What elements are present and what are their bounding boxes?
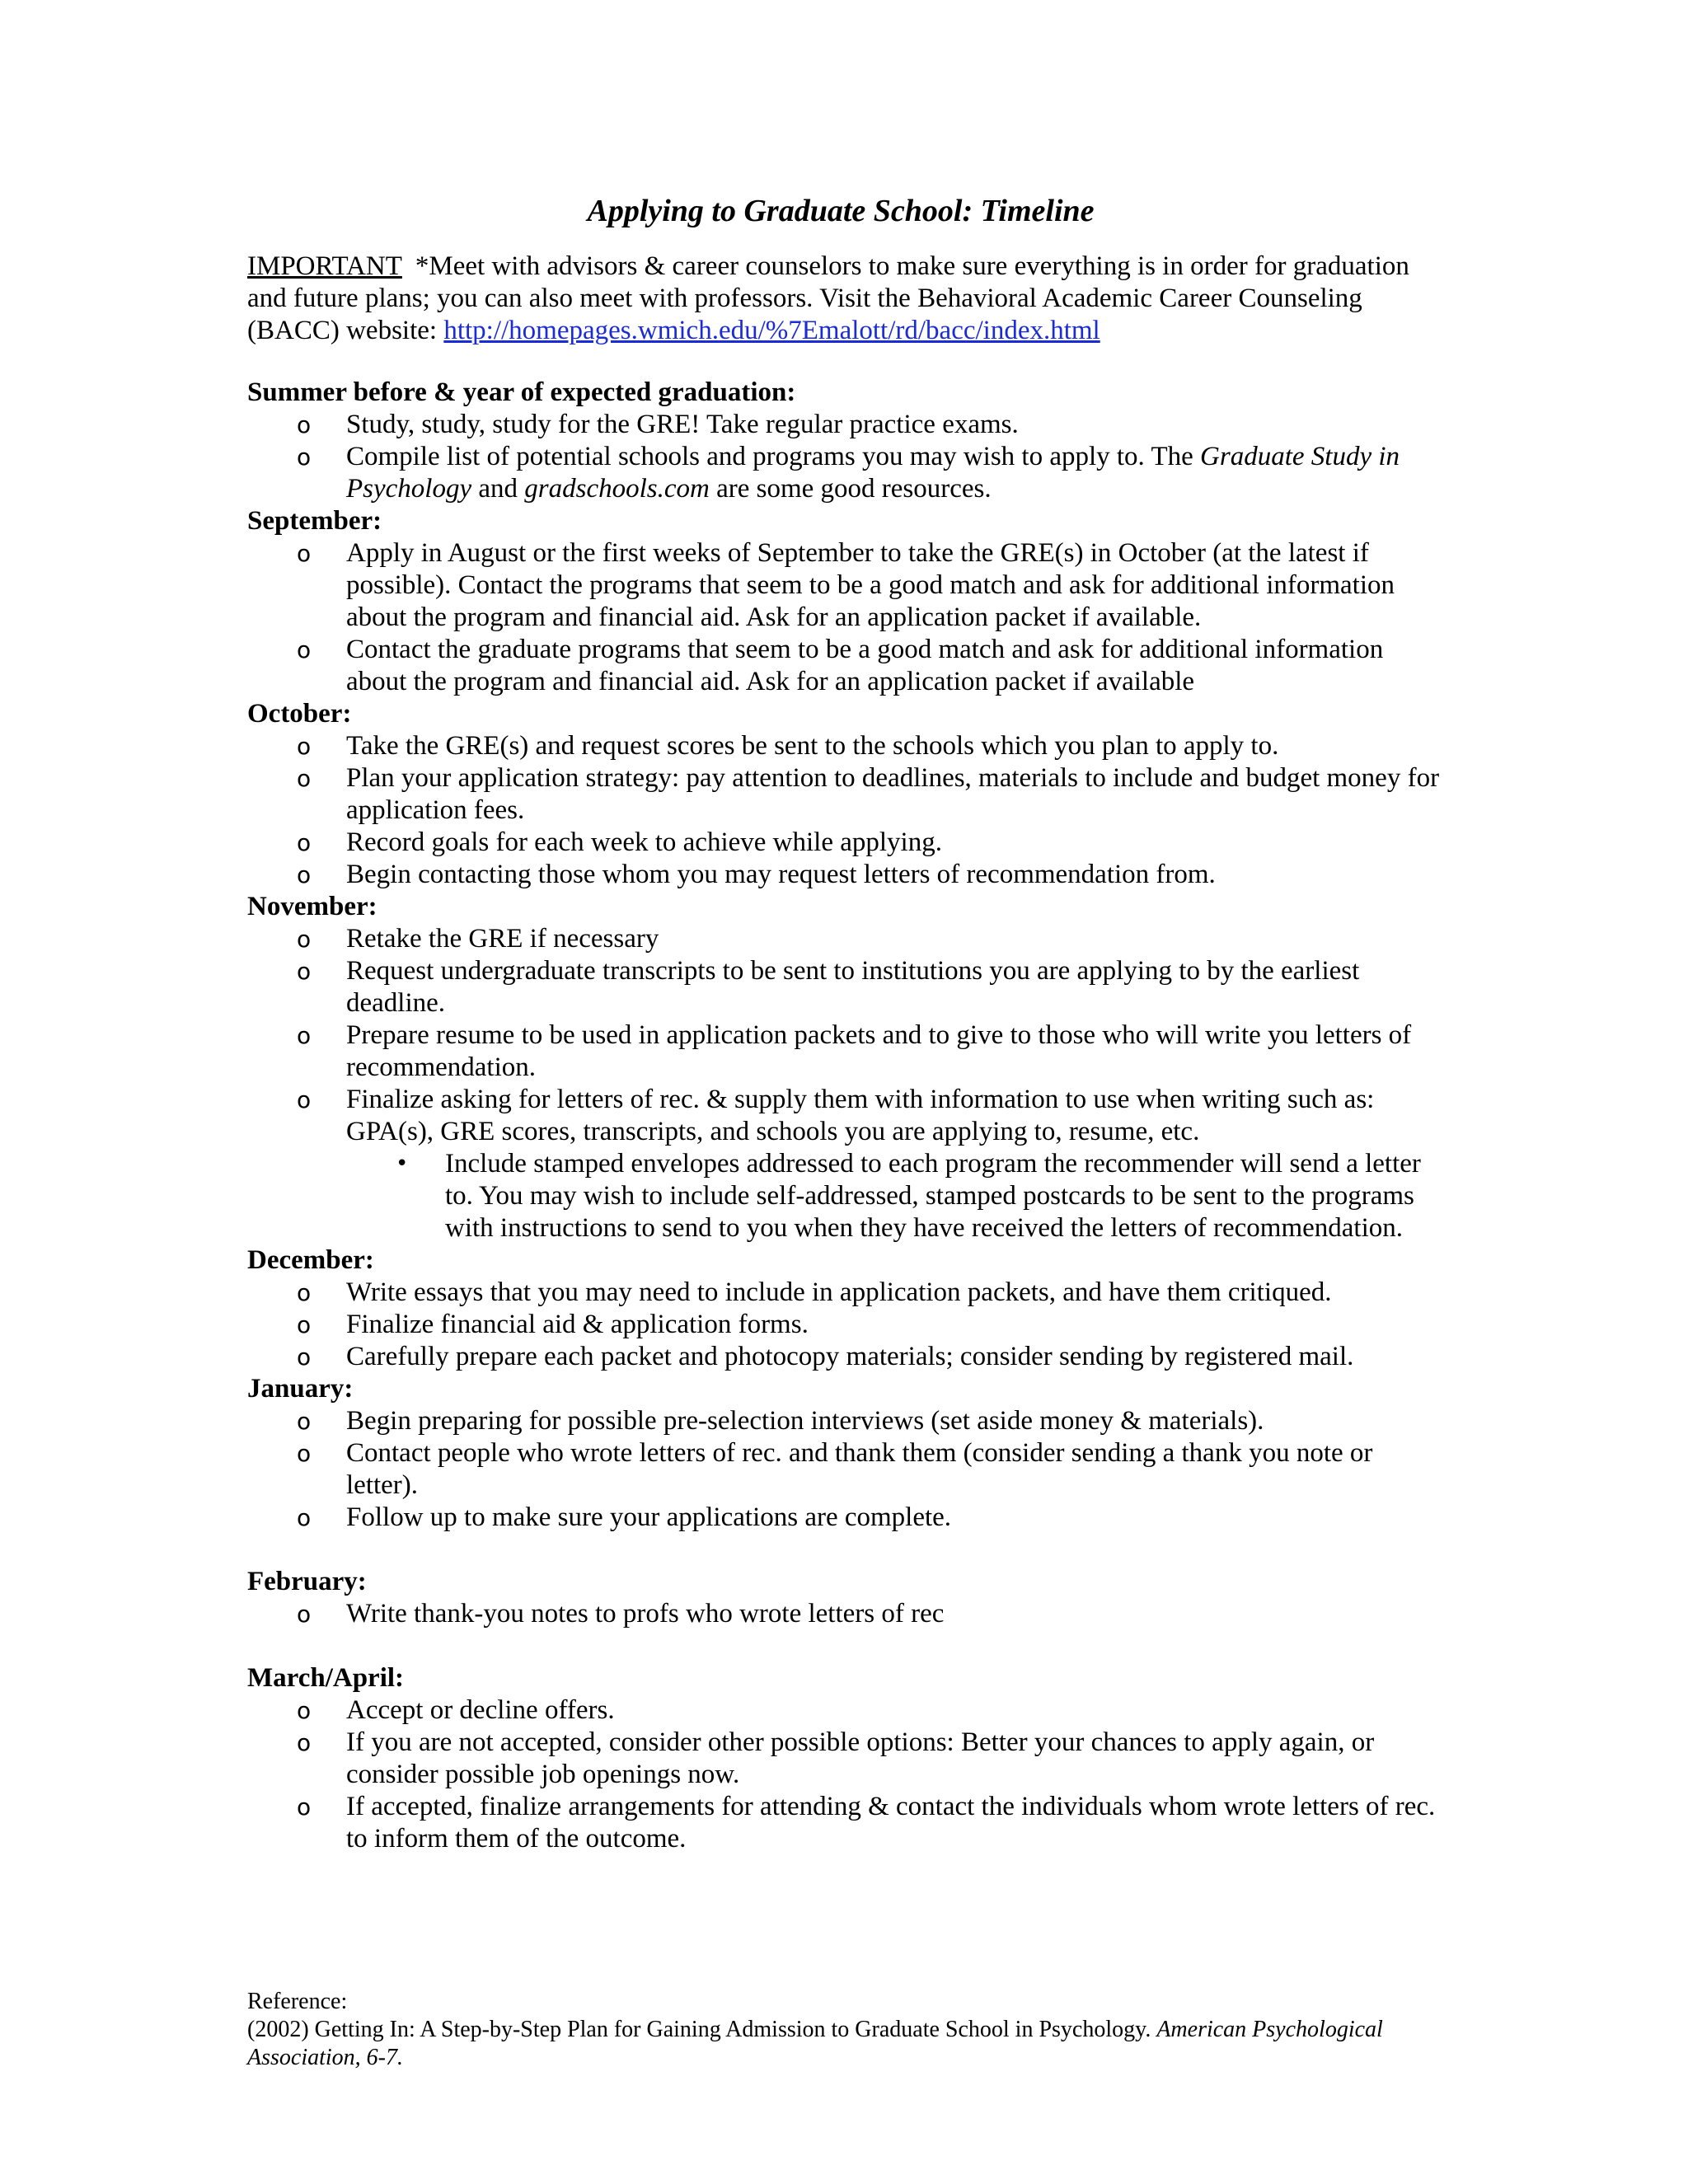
hollow-bullet-icon: o (297, 1086, 312, 1113)
section-heading-march-april: March/April: (247, 1663, 405, 1693)
section-heading-january: January: (247, 1374, 354, 1404)
hollow-bullet-icon: o (297, 411, 312, 438)
list-item: o Request undergraduate transcripts to be sent to institutions you are applying to by the earliest deadline. (297, 956, 1360, 1018)
important-text: *Meet with advisors & career counselors to make sure everything is in order for graduation and future plans; you can also meet with professors. Visit the Behavioral Academic Career Counseling (BACC) website: (247, 251, 1409, 345)
february-list (247, 1598, 1442, 1630)
list-item: o Retake the GRE if necessary (297, 924, 659, 954)
reference-citation: (2002) Getting In: A Step-by-Step Plan for Gaining Admission to Graduate School in Psychology. American Psychological Association, 6-7. (247, 2017, 1383, 2070)
filled-bullet-icon: • (396, 1151, 409, 1176)
list-item: o Accept or decline offers. (297, 1695, 615, 1725)
september-list (247, 537, 1442, 698)
hollow-bullet-icon: o (297, 1343, 312, 1371)
spacer (247, 1534, 1442, 1566)
hollow-bullet-icon: o (297, 1793, 312, 1821)
important-label: IMPORTANT (247, 251, 402, 281)
section-heading-summer: Summer before & year of expected graduation: (247, 377, 796, 407)
list-item: o Plan your application strategy: pay attention to deadlines, materials to include and budget money for application fees. (297, 763, 1440, 825)
hollow-bullet-icon: o (297, 829, 312, 856)
list-item: o If you are not accepted, consider other possible options: Better your chances to apply again, or consider possible job openings now. (297, 1727, 1375, 1789)
list-item: o Prepare resume to be used in application packets and to give to those who will write you letters of recommendation. (297, 1020, 1412, 1082)
december-list (247, 1277, 1442, 1373)
important-note (247, 251, 1442, 347)
hollow-bullet-icon: o (297, 1697, 312, 1724)
october-list (247, 730, 1442, 891)
list-item: o Take the GRE(s) and request scores be sent to the schools which you plan to apply to. (297, 731, 1279, 761)
hollow-bullet-icon: o (297, 636, 312, 663)
list-item: o Carefully prepare each packet and photocopy materials; consider sending by registered mail. (297, 1342, 1354, 1371)
list-item: o Finalize asking for letters of rec. & supply them with information to use when writing such as: GPA(s), GRE scores, transcripts, and schools you are applying to, resume, etc. • Include stamped envelopes addressed to each program the recommender will send a letter to. You may wish to include self-addressed, stamped postcards to be sent to the programs with instructions to send to you when they have received the letters of recommendation. (247, 1084, 1442, 1244)
list-item: o Contact the graduate programs that seem to be a good match and ask for additional information about the program and financial aid. Ask for an application packet if available (297, 635, 1384, 696)
hollow-bullet-icon: o (297, 958, 312, 985)
hollow-bullet-icon: o (297, 765, 312, 792)
list-item: o Finalize financial aid & application forms. (297, 1310, 809, 1339)
list-item: o Write essays that you may need to include in application packets, and have them critiqued. (297, 1277, 1332, 1307)
hollow-bullet-icon: o (297, 1601, 312, 1628)
list-item: o Follow up to make sure your applications are complete. (297, 1502, 952, 1532)
list-item: o Compile list of potential schools and programs you may wish to apply to. The Graduate Study in Psychology and gradschools.com are some good resources. (297, 442, 1400, 504)
bacc-website-link[interactable]: http://homepages.wmich.edu/%7Emalott/rd/bacc/index.html (443, 316, 1100, 345)
hollow-bullet-icon: o (297, 733, 312, 760)
section-heading-september: September: (247, 506, 382, 536)
hollow-bullet-icon: o (297, 1408, 312, 1435)
hollow-bullet-icon: o (297, 1311, 312, 1338)
section-heading-november: November: (247, 892, 377, 921)
hollow-bullet-icon: o (297, 1504, 312, 1531)
hollow-bullet-icon: o (297, 1022, 312, 1049)
section-heading-february: February: (247, 1567, 367, 1596)
list-item: o If accepted, finalize arrangements for attending & contact the individuals whom wrote letters of rec. to inform them of the outcome. (297, 1792, 1436, 1854)
march-april-list (247, 1694, 1442, 1855)
hollow-bullet-icon: o (297, 1440, 312, 1467)
list-item: o Record goals for each week to achieve while applying. (297, 827, 942, 857)
hollow-bullet-icon: o (297, 540, 312, 567)
list-item: o Begin contacting those whom you may request letters of recommendation from. (297, 860, 1216, 889)
reference-label: Reference: (247, 1989, 348, 2014)
hollow-bullet-icon: o (297, 1279, 312, 1306)
hollow-bullet-icon: o (297, 861, 312, 888)
book-title: Graduate Study in Psychology (346, 442, 1400, 504)
spacer (247, 1630, 1442, 1662)
november-sub-list (346, 1148, 1442, 1244)
section-heading-december: December: (247, 1245, 374, 1275)
reference-block (247, 1988, 1442, 2072)
hollow-bullet-icon: o (297, 926, 312, 953)
sub-list-item: • Include stamped envelopes addressed to each program the recommender will send a letter to. You may wish to include self-addressed, stamped postcards to be sent to the programs with instructions to send to you when they have received the letters of recommendation. (396, 1149, 1421, 1243)
january-list (247, 1405, 1442, 1534)
list-item: o Apply in August or the first weeks of September to take the GRE(s) in October (at the latest if possible). Contact the programs that seem to be a good match and ask for additional information about the program and financial aid. Ask for an application packet if available. (297, 538, 1395, 632)
reference-source: American Psychological Association, 6-7. (247, 2017, 1383, 2070)
hollow-bullet-icon: o (297, 443, 312, 471)
page-title: Applying to Graduate School: Timeline (587, 194, 1095, 228)
hollow-bullet-icon: o (297, 1729, 312, 1756)
section-heading-october: October: (247, 699, 352, 729)
website-name: gradschools.com (524, 474, 710, 504)
summer-list (247, 409, 1442, 505)
list-item: o Write thank-you notes to profs who wrote letters of rec (297, 1599, 945, 1629)
list-item: o Contact people who wrote letters of rec. and thank them (consider sending a thank you note or letter). (297, 1438, 1373, 1500)
november-list (247, 923, 1442, 1244)
document-page (247, 191, 1442, 1855)
list-item: o Begin preparing for possible pre-selection interviews (set aside money & materials). (297, 1406, 1264, 1436)
list-item: o Study, study, study for the GRE! Take regular practice exams. (297, 410, 1019, 439)
